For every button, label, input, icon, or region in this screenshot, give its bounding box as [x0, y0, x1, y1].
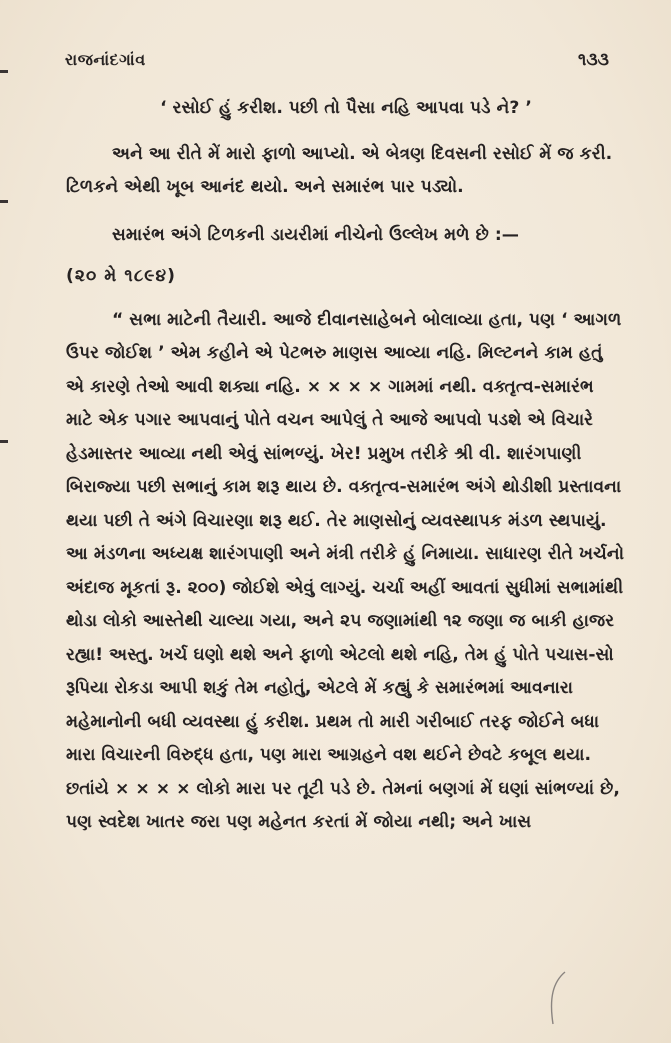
opening-quote-line: ‘ રસોઈ હું કરીશ. પછી તો પૈસા નહિ આપવા પડે ને? ’: [160, 98, 532, 118]
edge-mark: [0, 70, 8, 73]
body-text: [66, 92, 626, 840]
edge-mark: [0, 200, 8, 203]
page-number: ૧૩૩: [578, 50, 609, 70]
diary-date: (૨૦ મે ૧૮૯૪): [66, 266, 176, 286]
pencil-mark: [541, 968, 581, 1028]
paragraph: અને આ રીતે મેં મારો ફાળો આપ્યો. એ બેત્રણ દિવસની રસોઈ મેં જ કરી. ટિળકને એથી ખૂબ આનંદ થયો. અને સમારંભ પાર પડ્યો.: [66, 143, 613, 197]
diary-excerpt: “ સભા માટેની તૈયારી. આજે દીવાનસાહેબને બોલાવ્યા હતા, પણ ‘ આગળ ઉપર જોઈશ ’ એમ કહીને એ પેટભરુ માણસ આવ્યા નહિ. મિલ્ટનને કામ હતું એ કારણે તેઓ આવી શક્યા નહિ. × × × × ગામમાં નથી. વક્તૃત્વ-સમારંભ માટે એક પગાર આપવાનું પોતે વચન આપેલું તે આજે આપવો પડશે એ વિચારે હેડમાસ્તર આવ્યા નથી એવું સાંભળ્યું. ખેર! પ્રમુખ તરીકે શ્રી વી. શારંગપાણી બિરાજ્યા પછી સભાનું કામ શરૂ થાય છે. વક્તૃત્વ-સમારંભ અંગે થોડીશી પ્રસ્તાવના થયા પછી તે અંગે વિચારણા શરૂ થઈ. તેર માણસોનું વ્યવસ્થાપક મંડળ સ્થપાયું. આ મંડળના અધ્યક્ષ શારંગપાણી અને મંત્રી તરીકે હું નિમાયા. સાધારણ રીતે ખર્ચનો અંદાજ મૂકતાં રૂ. ૨૦૦) જોઈશે એવું લાગ્યું. ચર્ચા અહીં આવતાં સુધીમાં સભામાંથી થોડા લોકો આસ્તેથી ચાલ્યા ગયા, અને ૨૫ જણામાંથી ૧૨ જણા જ બાકી હાજર રહ્યા! અસ્તુ. ખર્ચ ઘણો થશે અને ફાળો એટલો થશે નહિ, તેમ હું પોતે પચાસ-સો રૂપિયા રોકડા આપી શકું તેમ નહોતું, એટલે મેં કહ્યું કે સમારંભમાં આવનારા મહેમાનોની બધી વ્યવસ્થા હું કરીશ. પ્રથમ તો મારી ગરીબાઈ તરફ જોઈને બધા મારા વિચારની વિરુદ્ધ હતા, પણ મારા આગ્રહને વશ થઈને છેવટે કબૂલ થયા. છતાંયે × × × × લોકો મારા પર તૂટી પડે છે. તેમનાં બણગાં મેં ઘણાં સાંભળ્યાં છે, પણ સ્વદેશ ખાતર જરા પણ મહેનત કરતાં મેં જોયા નથી; અને ખાસ: [66, 309, 625, 832]
edge-mark: [0, 440, 8, 443]
running-title: રાજનાંદગાંવ: [65, 50, 146, 69]
paragraph: સમારંભ અંગે ટિળકની ડાયરીમાં નીચેનો ઉલ્લેખ મળે છે :—: [112, 224, 519, 245]
running-header: [65, 50, 609, 70]
